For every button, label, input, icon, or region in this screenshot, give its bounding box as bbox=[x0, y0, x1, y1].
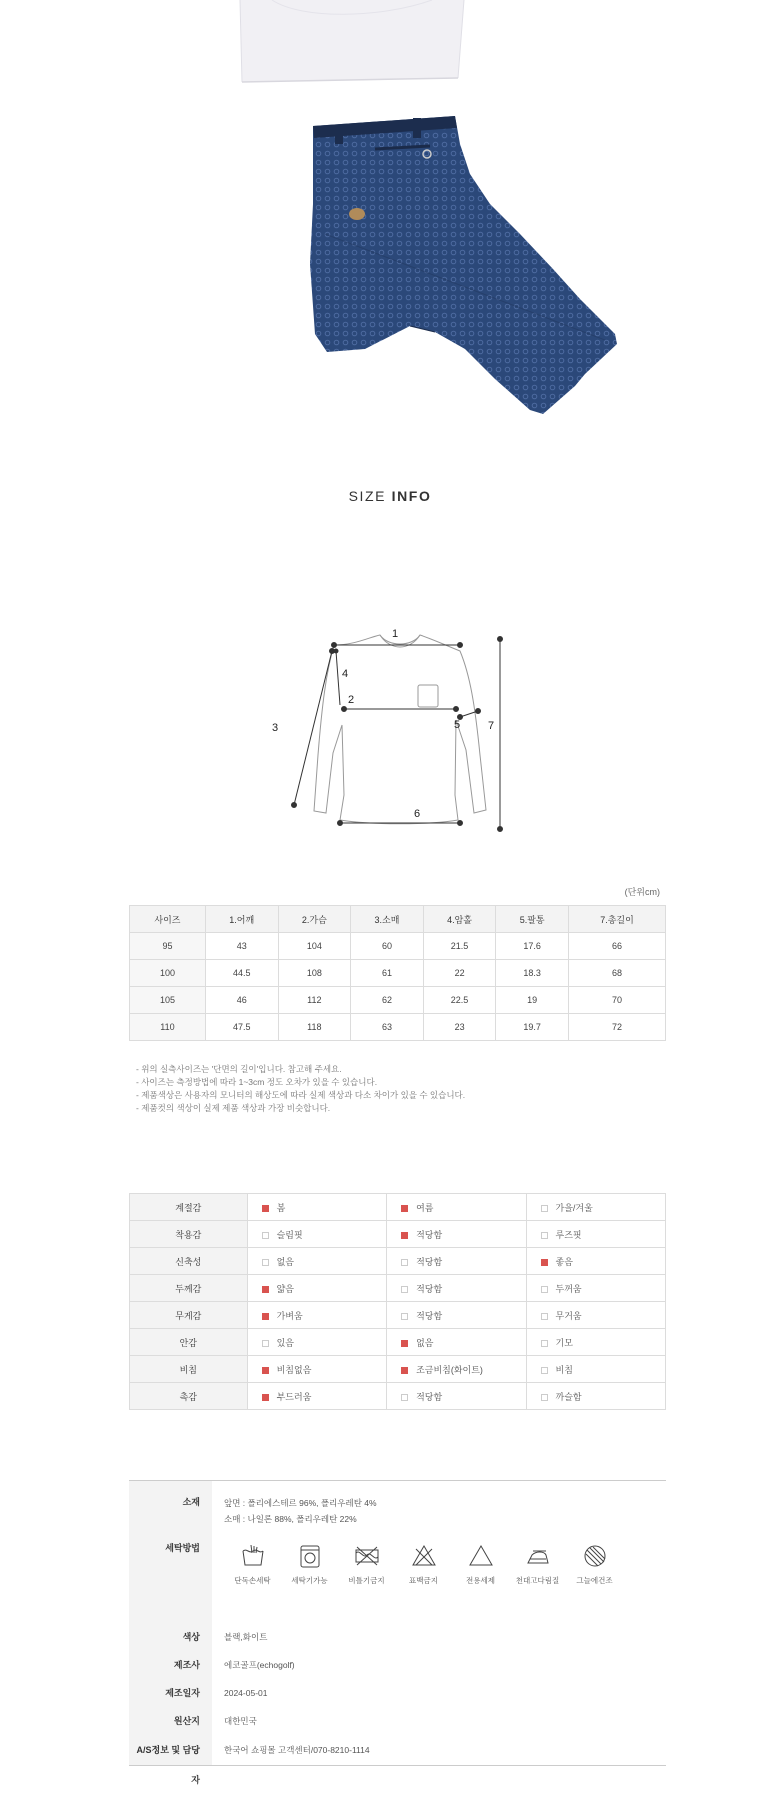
feature-option-label: 적당함 bbox=[416, 1310, 443, 1321]
feature-label: 계절감 bbox=[130, 1194, 248, 1221]
checked-box-icon bbox=[401, 1367, 408, 1374]
care-label: 표백금지 bbox=[409, 1576, 438, 1585]
feature-option bbox=[526, 1302, 665, 1329]
table-cell: 72 bbox=[568, 1014, 665, 1041]
feature-label: 안감 bbox=[130, 1329, 248, 1356]
table-cell: 60 bbox=[351, 933, 424, 960]
size-table-header-cell: 4.암홀 bbox=[423, 906, 496, 933]
feature-option bbox=[247, 1275, 386, 1302]
feature-label: 촉감 bbox=[130, 1383, 248, 1410]
care-item bbox=[338, 1543, 395, 1586]
feature-option bbox=[247, 1194, 386, 1221]
diagram-label-4: 4 bbox=[342, 668, 349, 680]
feature-option bbox=[387, 1302, 526, 1329]
care-item bbox=[452, 1543, 509, 1586]
info-row-date bbox=[129, 1679, 666, 1707]
machine-wash-icon bbox=[281, 1543, 338, 1569]
info-label: 색상 bbox=[129, 1623, 212, 1651]
measurement-diagram bbox=[270, 625, 510, 835]
table-cell: 70 bbox=[568, 987, 665, 1014]
hand-wash-icon bbox=[224, 1543, 281, 1569]
size-info-title bbox=[0, 488, 780, 504]
size-table bbox=[129, 905, 666, 1041]
table-cell: 46 bbox=[205, 987, 278, 1014]
feature-row bbox=[130, 1329, 666, 1356]
feature-option bbox=[247, 1329, 386, 1356]
diagram-label-5: 5 bbox=[454, 719, 461, 731]
feature-option bbox=[526, 1329, 665, 1356]
feature-label: 무게감 bbox=[130, 1302, 248, 1329]
feature-option-label: 조금비침(화이트) bbox=[416, 1364, 483, 1375]
unchecked-box-icon bbox=[541, 1340, 548, 1347]
unchecked-box-icon bbox=[541, 1232, 548, 1239]
feature-option-label: 비침없음 bbox=[276, 1364, 312, 1375]
feature-row bbox=[130, 1275, 666, 1302]
note-line: - 위의 실측사이즈는 '단면의 길이'입니다. 참고해 주세요. bbox=[136, 1064, 342, 1074]
no-bleach-icon bbox=[395, 1543, 452, 1569]
size-table-header-cell: 5.팔통 bbox=[496, 906, 569, 933]
care-label: 그늘에건조 bbox=[576, 1576, 613, 1585]
unchecked-box-icon bbox=[541, 1286, 548, 1293]
diagram-label-2: 2 bbox=[348, 694, 355, 706]
no-wring-icon bbox=[338, 1543, 395, 1569]
table-cell: 44.5 bbox=[205, 960, 278, 987]
table-cell: 21.5 bbox=[423, 933, 496, 960]
feature-option bbox=[526, 1275, 665, 1302]
size-table-header-cell: 7.총길이 bbox=[568, 906, 665, 933]
info-label: 세탁방법 bbox=[129, 1533, 212, 1623]
info-value: 2024-05-01 bbox=[224, 1688, 268, 1698]
unchecked-box-icon bbox=[262, 1340, 269, 1347]
table-cell: 18.3 bbox=[496, 960, 569, 987]
unchecked-box-icon bbox=[541, 1313, 548, 1320]
size-table-header-cell: 1.어깨 bbox=[205, 906, 278, 933]
diagram-label-6: 6 bbox=[414, 808, 421, 820]
feature-option-label: 적당함 bbox=[416, 1283, 443, 1294]
feature-option-label: 여름 bbox=[416, 1202, 434, 1213]
diagram-label-1: 1 bbox=[392, 628, 399, 640]
table-cell: 22 bbox=[423, 960, 496, 987]
shirt-photo bbox=[232, 0, 472, 84]
feature-option-label: 적당함 bbox=[416, 1256, 443, 1267]
feature-option bbox=[387, 1248, 526, 1275]
info-label: 제조사 bbox=[129, 1651, 212, 1679]
info-row-maker bbox=[129, 1651, 666, 1679]
info-label: A/S정보 및 담당자 bbox=[129, 1735, 212, 1765]
feature-option bbox=[247, 1383, 386, 1410]
bleach-icon bbox=[452, 1543, 509, 1569]
size-notes bbox=[136, 1063, 676, 1115]
care-item bbox=[224, 1543, 281, 1586]
feature-option bbox=[247, 1248, 386, 1275]
feature-option-label: 얇음 bbox=[276, 1283, 294, 1294]
feature-label: 비침 bbox=[130, 1356, 248, 1383]
table-cell: 22.5 bbox=[423, 987, 496, 1014]
table-cell: 19 bbox=[496, 987, 569, 1014]
feature-table bbox=[129, 1193, 666, 1410]
feature-row bbox=[130, 1383, 666, 1410]
product-info bbox=[129, 1480, 666, 1785]
checked-box-icon bbox=[401, 1205, 408, 1212]
table-cell: 95 bbox=[130, 933, 206, 960]
feature-option bbox=[526, 1356, 665, 1383]
feature-option-label: 슬림핏 bbox=[276, 1229, 303, 1240]
unchecked-box-icon bbox=[262, 1259, 269, 1266]
table-cell: 110 bbox=[130, 1014, 206, 1041]
feature-option-label: 좋음 bbox=[555, 1256, 573, 1267]
table-row bbox=[130, 960, 666, 987]
feature-option bbox=[247, 1221, 386, 1248]
feature-option-label: 비침 bbox=[555, 1364, 573, 1375]
feature-row bbox=[130, 1302, 666, 1329]
feature-option bbox=[387, 1329, 526, 1356]
feature-option-label: 기모 bbox=[555, 1337, 573, 1348]
unchecked-box-icon bbox=[541, 1205, 548, 1212]
feature-option-label: 없음 bbox=[416, 1337, 434, 1348]
feature-option-label: 가벼움 bbox=[276, 1310, 303, 1321]
pants-photo bbox=[305, 104, 635, 424]
table-cell: 61 bbox=[351, 960, 424, 987]
feature-option bbox=[526, 1383, 665, 1410]
table-row bbox=[130, 1014, 666, 1041]
feature-option bbox=[387, 1221, 526, 1248]
size-info-title-light: SIZE bbox=[348, 488, 387, 504]
checked-box-icon bbox=[262, 1394, 269, 1401]
table-row bbox=[130, 933, 666, 960]
diagram-label-7: 7 bbox=[488, 720, 495, 732]
table-cell: 17.6 bbox=[496, 933, 569, 960]
care-icons bbox=[224, 1543, 666, 1586]
table-cell: 43 bbox=[205, 933, 278, 960]
table-cell: 63 bbox=[351, 1014, 424, 1041]
care-item bbox=[281, 1543, 338, 1586]
info-value: 한국어 쇼핑몰 고객센터/070-8210-1114 bbox=[224, 1745, 370, 1755]
note-line: - 사이즈는 측정방법에 따라 1~3cm 정도 오차가 있을 수 있습니다. bbox=[136, 1077, 378, 1087]
size-unit: (단위cm) bbox=[624, 887, 660, 897]
table-cell: 112 bbox=[278, 987, 351, 1014]
checked-box-icon bbox=[401, 1232, 408, 1239]
size-table-header-cell: 3.소매 bbox=[351, 906, 424, 933]
feature-option-label: 봄 bbox=[276, 1202, 286, 1213]
size-table-header bbox=[130, 906, 666, 933]
feature-label: 두께감 bbox=[130, 1275, 248, 1302]
feature-option bbox=[387, 1275, 526, 1302]
info-row-color bbox=[129, 1623, 666, 1651]
feature-label: 신축성 bbox=[130, 1248, 248, 1275]
feature-option bbox=[387, 1356, 526, 1383]
table-cell: 47.5 bbox=[205, 1014, 278, 1041]
checked-box-icon bbox=[401, 1340, 408, 1347]
feature-label: 착용감 bbox=[130, 1221, 248, 1248]
care-label: 세탁기가능 bbox=[291, 1576, 328, 1585]
info-row-material bbox=[129, 1481, 666, 1533]
info-row-care bbox=[129, 1533, 666, 1623]
note-line: - 제품색상은 사용자의 모니터의 해상도에 따라 실제 색상과 다소 차이가 있을 수 있습니다. bbox=[136, 1090, 466, 1100]
info-value: 대한민국 bbox=[224, 1716, 257, 1726]
unchecked-box-icon bbox=[401, 1259, 408, 1266]
shade-dry-icon bbox=[566, 1543, 623, 1569]
unchecked-box-icon bbox=[262, 1232, 269, 1239]
checked-box-icon bbox=[262, 1205, 269, 1212]
table-cell: 19.7 bbox=[496, 1014, 569, 1041]
size-table-header-cell: 사이즈 bbox=[130, 906, 206, 933]
care-label: 천대고다림질 bbox=[515, 1576, 560, 1585]
feature-option bbox=[247, 1302, 386, 1329]
table-cell: 62 bbox=[351, 987, 424, 1014]
feature-option-label: 없음 bbox=[276, 1256, 294, 1267]
feature-option-label: 있음 bbox=[276, 1337, 294, 1348]
unchecked-box-icon bbox=[401, 1286, 408, 1293]
note-line: - 제품컷의 색상이 실제 제품 색상과 가장 비슷합니다. bbox=[136, 1103, 331, 1113]
unchecked-box-icon bbox=[541, 1394, 548, 1401]
feature-option-label: 무거움 bbox=[555, 1310, 582, 1321]
table-cell: 104 bbox=[278, 933, 351, 960]
size-table-header-cell: 2.가슴 bbox=[278, 906, 351, 933]
feature-option-label: 부드러움 bbox=[276, 1391, 312, 1402]
care-item bbox=[509, 1543, 566, 1586]
unchecked-box-icon bbox=[401, 1313, 408, 1320]
feature-option-label: 까슬함 bbox=[555, 1391, 582, 1402]
info-value: 블랙,화이트 bbox=[224, 1632, 268, 1642]
feature-option bbox=[387, 1194, 526, 1221]
feature-option bbox=[247, 1356, 386, 1383]
feature-option-label: 적당함 bbox=[416, 1229, 443, 1240]
feature-option bbox=[526, 1248, 665, 1275]
feature-option bbox=[387, 1383, 526, 1410]
checked-box-icon bbox=[262, 1367, 269, 1374]
info-label: 소재 bbox=[129, 1481, 212, 1533]
table-cell: 66 bbox=[568, 933, 665, 960]
feature-option bbox=[526, 1194, 665, 1221]
feature-row bbox=[130, 1194, 666, 1221]
feature-row bbox=[130, 1221, 666, 1248]
checked-box-icon bbox=[541, 1259, 548, 1266]
info-label: 원산지 bbox=[129, 1707, 212, 1735]
care-label: 단독손세탁 bbox=[234, 1576, 271, 1585]
table-cell: 105 bbox=[130, 987, 206, 1014]
material-line: 앞면 : 폴리에스테르 96%, 폴리우레탄 4% bbox=[224, 1498, 377, 1508]
iron-icon bbox=[509, 1543, 566, 1569]
table-row bbox=[130, 987, 666, 1014]
care-label: 비틀기금지 bbox=[348, 1576, 385, 1585]
info-value: 에코골프(echogolf) bbox=[224, 1660, 295, 1670]
feature-option-label: 가을/겨울 bbox=[555, 1202, 593, 1213]
checked-box-icon bbox=[262, 1286, 269, 1293]
unchecked-box-icon bbox=[541, 1367, 548, 1374]
table-cell: 118 bbox=[278, 1014, 351, 1041]
care-item bbox=[395, 1543, 452, 1586]
feature-option-label: 적당함 bbox=[416, 1391, 443, 1402]
size-info-title-bold: INFO bbox=[391, 488, 432, 504]
feature-option-label: 루즈핏 bbox=[555, 1229, 582, 1240]
table-cell: 100 bbox=[130, 960, 206, 987]
unchecked-box-icon bbox=[401, 1394, 408, 1401]
feature-option-label: 두꺼움 bbox=[555, 1283, 582, 1294]
checked-box-icon bbox=[262, 1313, 269, 1320]
material-line: 소매 : 나일론 88%, 폴리우레탄 22% bbox=[224, 1514, 357, 1524]
care-label: 전용세제 bbox=[466, 1576, 495, 1585]
feature-option bbox=[526, 1221, 665, 1248]
diagram-label-3: 3 bbox=[272, 722, 279, 734]
table-cell: 108 bbox=[278, 960, 351, 987]
table-cell: 68 bbox=[568, 960, 665, 987]
care-item bbox=[566, 1543, 623, 1586]
feature-row bbox=[130, 1356, 666, 1383]
table-cell: 23 bbox=[423, 1014, 496, 1041]
feature-row bbox=[130, 1248, 666, 1275]
info-label: 제조일자 bbox=[129, 1679, 212, 1707]
info-row-origin bbox=[129, 1707, 666, 1735]
info-row-as bbox=[129, 1735, 666, 1785]
